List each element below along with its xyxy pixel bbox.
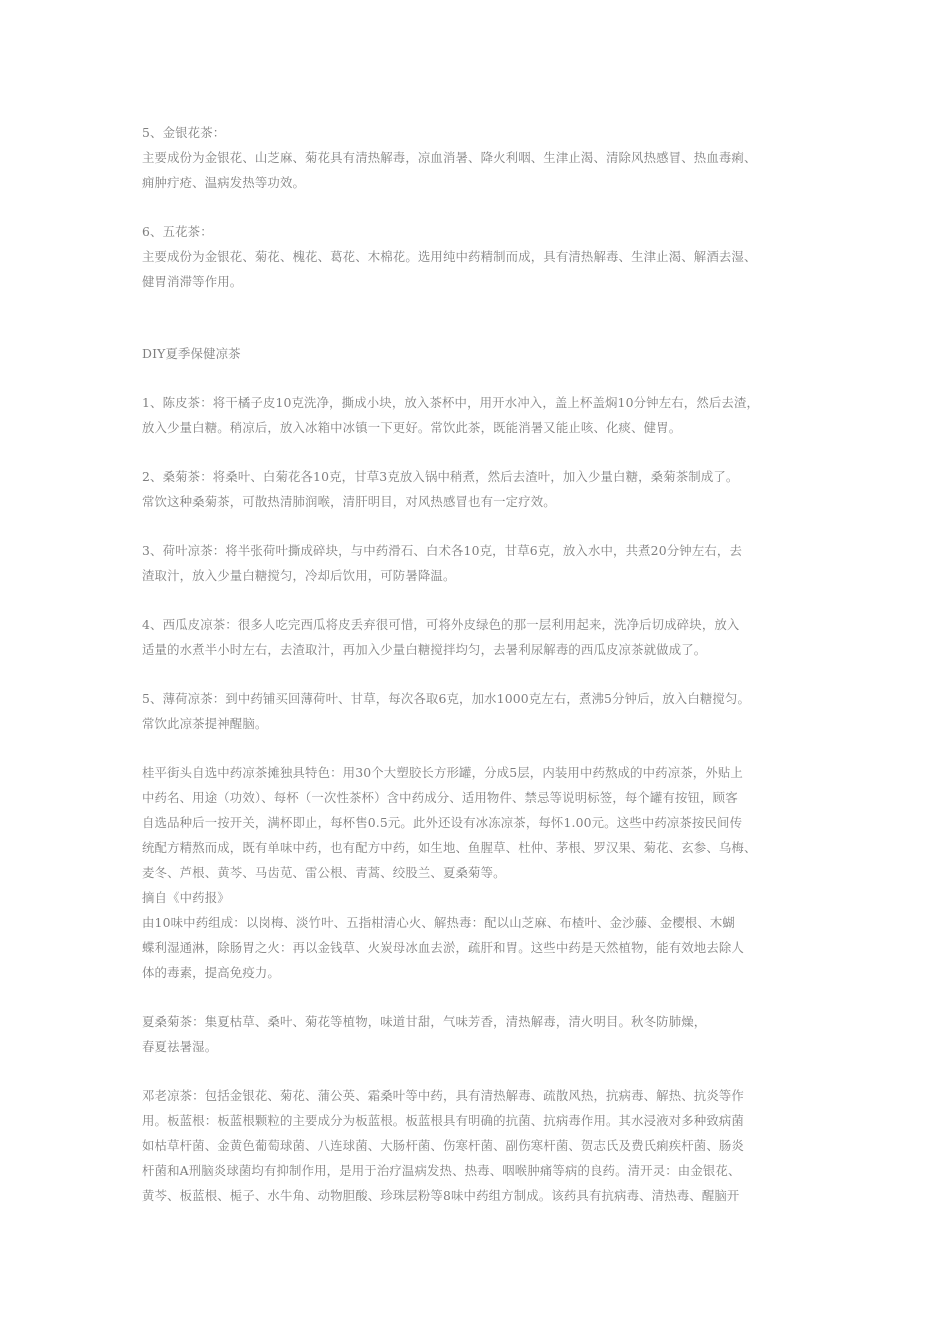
section-jinyinhua xyxy=(142,120,826,195)
section-heading: 5、金银花茶： xyxy=(142,125,226,140)
text-line: 体的毒素，提高免疫力。 xyxy=(142,965,280,980)
text-line: 2、桑菊茶：将桑叶、白菊花各10克，甘草3克放入锅中稍煮，然后去渣叶，加入少量白糖，桑菊茶制成了。 xyxy=(142,469,739,484)
text-line: 健胃消滞等作用。 xyxy=(142,274,243,289)
text-line: 桂平街头自选中药凉茶摊独具特色：用30个大塑胶长方形罐，分成5层，内装用中药熬成的中药凉茶，外贴上 xyxy=(142,765,743,780)
text-line: 如枯草杆菌、金黄色葡萄球菌、八连球菌、大肠杆菌、伤寒杆菌、副伤寒杆菌、贺志氏及费氏痢疾杆菌、肠炎 xyxy=(142,1138,744,1153)
text-line: 常饮此凉茶提神醒脑。 xyxy=(142,716,268,731)
diy-item-xiguapi xyxy=(142,612,826,662)
text-line: 痈肿疔疮、温病发热等功效。 xyxy=(142,175,306,190)
diy-item-sangju xyxy=(142,464,826,514)
text-line: 麦冬、芦根、黄芩、马齿苋、雷公根、青蒿、绞股兰、夏桑菊等。 xyxy=(142,865,506,880)
paragraph-denglao xyxy=(142,1083,826,1208)
text-line: 杆菌和A刑脑炎球菌均有抑制作用，是用于治疗温病发热、热毒、咽喉肿痛等病的良药。清开灵：由金银花、 xyxy=(142,1163,741,1178)
text-line: 夏桑菊茶：集夏枯草、桑叶、菊花等植物，味道甘甜，气味芳香，清热解毒，清火明目。秋冬防肺燥， xyxy=(142,1014,707,1029)
paragraph-guiping xyxy=(142,760,826,985)
diy-item-bohe xyxy=(142,686,826,736)
section-wuhua xyxy=(142,219,826,294)
diy-item-heye xyxy=(142,538,826,588)
text-line: 由10味中药组成：以岗梅、淡竹叶、五指柑清心火、解热毒：配以山芝麻、布楂叶、金沙藤、金樱根、木蝴 xyxy=(142,915,735,930)
text-line: 渣取汁，放入少量白糖搅匀，冷却后饮用，可防暑降温。 xyxy=(142,568,456,583)
text-line: 5、薄荷凉茶：到中药铺买回薄荷叶、甘草，每次各取6克，加水1000克左右，煮沸5分钟后，放入白糖搅匀。 xyxy=(142,691,751,706)
text-line: 1、陈皮茶：将干橘子皮10克洗净，撕成小块，放入茶杯中，用开水冲入，盖上杯盖焖10分钟左右，然后去渣， xyxy=(142,395,760,410)
text-line: 常饮这种桑菊茶，可散热清肺润喉，清肝明目，对风热感冒也有一定疗效。 xyxy=(142,494,556,509)
text-line: 3、荷叶凉茶：将半张荷叶撕成碎块，与中药滑石、白术各10克，甘草6克，放入水中，共煮20分钟左右，去 xyxy=(142,543,742,558)
diy-title: DIY夏季保健凉茶 xyxy=(142,346,241,361)
text-line: 用。板蓝根：板蓝根颗粒的主要成分为板蓝根。板蓝根具有明确的抗菌、抗病毒作用。其水浸液对多种致病菌 xyxy=(142,1113,744,1128)
section-heading: 6、五花茶： xyxy=(142,224,213,239)
text-line: 蝶利湿通淋，除肠胃之火：再以金钱草、火炭母冰血去淤，疏肝和胃。这些中药是天然植物，能有效地去除人 xyxy=(142,940,744,955)
text-line: 适量的水煮半小时左右，去渣取汁，再加入少量白糖搅拌均匀，去暑利尿解毒的西瓜皮凉茶就做成了。 xyxy=(142,642,707,657)
text-line: 主要成份为金银花、山芝麻、菊花具有清热解毒，凉血消暑、降火利咽、生津止渴、清除风热感冒、热血毒痢、 xyxy=(142,150,757,165)
text-line: 自选品种后一按开关，满杯即止，每杯售0.5元。此外还设有冰冻凉茶，每怀1.00元。这些中药凉茶按民间传 xyxy=(142,815,743,830)
diy-item-chenpi xyxy=(142,390,826,440)
text-line: 主要成份为金银花、菊花、槐花、葛花、木棉花。选用纯中药精制而成，具有清热解毒、生津止渴、解酒去湿、 xyxy=(142,249,757,264)
text-line: 黄芩、板蓝根、栀子、水牛角、动物胆酸、珍珠层粉等8味中药组方制成。该药具有抗病毒、清热毒、醒脑开 xyxy=(142,1188,740,1203)
paragraph-xiasangju xyxy=(142,1009,826,1059)
document-body xyxy=(142,120,826,1208)
text-line: 4、西瓜皮凉茶：很多人吃完西瓜将皮丢弃很可惜，可将外皮绿色的那一层利用起来，洗净后切成碎块，放入 xyxy=(142,617,740,632)
text-line: 统配方精熬而成，既有单味中药，也有配方中药，如生地、鱼腥草、杜仲、茅根、罗汉果、菊花、玄参、乌梅、 xyxy=(142,840,757,855)
source-citation: 摘自《中药报》 xyxy=(142,890,230,905)
text-line: 放入少量白糖。稍凉后，放入冰箱中冰镇一下更好。常饮此茶，既能消暑又能止咳、化痰、健胃。 xyxy=(142,420,682,435)
text-line: 中药名、用途（功效）、每杯（一次性茶杯）含中药成分、适用物件、禁忌等说明标签，每个罐有按钮，顾客 xyxy=(142,790,738,805)
text-line: 邓老凉茶：包括金银花、菊花、蒲公英、霜桑叶等中药，具有清热解毒、疏散风热，抗病毒、解热、抗炎等作 xyxy=(142,1088,744,1103)
text-line: 春夏祛暑湿。 xyxy=(142,1039,218,1054)
